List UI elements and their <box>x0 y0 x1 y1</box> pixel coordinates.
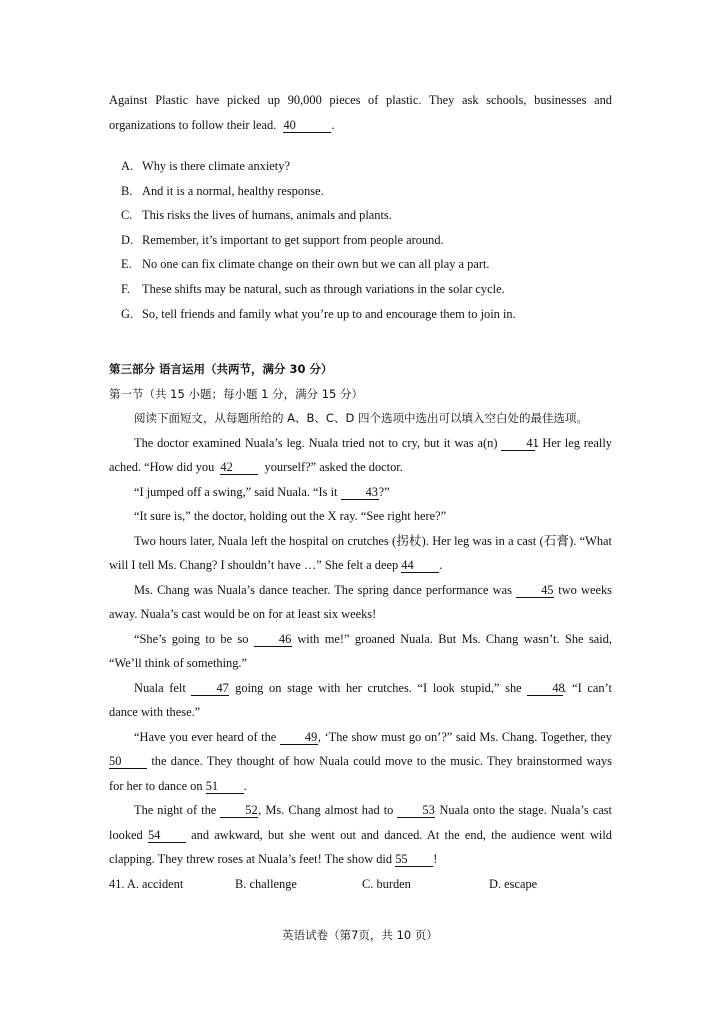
option-text: No one can fix climate change on their own but we can all play a part. <box>142 257 490 272</box>
option-text: And it is a normal, healthy response. <box>142 183 324 198</box>
passage-text: . “I can’t <box>563 680 612 695</box>
section-title: 第三部分 语言运用（共两节，满分 30 分） <box>109 362 333 377</box>
passage-text: two weeks <box>558 582 612 597</box>
option-text: This risks the lives of humans, animals and plants. <box>142 208 392 223</box>
choice-d[interactable]: D. escape <box>489 876 538 891</box>
passage-line <box>109 749 612 774</box>
passage-text: . <box>243 778 247 793</box>
passage-text: ?” <box>378 484 390 499</box>
choice-c[interactable]: C. burden <box>362 876 411 891</box>
passage-line <box>109 847 612 872</box>
page-footer: 英语试卷（第7页，共 10 页） <box>282 928 438 942</box>
option-f <box>121 277 612 302</box>
option-e <box>121 252 612 277</box>
passage-line <box>109 823 612 848</box>
choice-b[interactable]: B. challenge <box>235 876 297 891</box>
option-text: Remember, it’s important to get support from people around. <box>142 232 444 247</box>
cloze-passage <box>109 431 612 872</box>
passage-text: Ms. Chang was Nuala’s dance teacher. The spring dance performance was <box>134 582 512 597</box>
blank-41[interactable]: 41 <box>501 436 535 451</box>
passage-text: Nuala onto the stage. Nuala’s cast <box>439 803 612 818</box>
blank-43[interactable]: 43 <box>341 485 379 500</box>
option-text: These shifts may be natural, such as through variations in the solar cycle. <box>142 281 505 296</box>
blank-53[interactable]: 53 <box>397 803 435 818</box>
blank-55[interactable]: 55 <box>395 852 433 867</box>
passage-text: will I tell Ms. Chang? I shouldn’t have …” She felt a deep <box>109 558 399 573</box>
passage-line <box>109 431 612 456</box>
blank-52[interactable]: 52 <box>220 803 258 818</box>
option-text: So, tell friends and family what you’re up to and encourage them to join in. <box>142 306 516 321</box>
passage-text: for her to dance on <box>109 778 203 793</box>
passage-text: ! <box>433 852 438 867</box>
passage-text: clapping. They threw roses at Nuala’s feet! The show did <box>109 852 393 867</box>
passage-text: , ‘The show must go on’?” said Ms. Chang. Together, they <box>317 729 612 744</box>
blank-48[interactable]: 48 <box>527 681 563 696</box>
section-subtitle: 第一节（共 15 小题；每小题 1 分，满分 15 分） <box>109 387 364 402</box>
passage-line <box>109 725 612 750</box>
blank-49[interactable]: 49 <box>280 730 318 745</box>
blank-47[interactable]: 47 <box>191 681 229 696</box>
passage-line <box>109 798 612 823</box>
passage-text: . Her leg really <box>535 435 613 450</box>
option-a <box>121 154 612 179</box>
passage-text: The night of the <box>134 803 217 818</box>
passage-text: looked <box>109 827 143 842</box>
blank-44[interactable]: 44 <box>401 558 439 573</box>
passage-line <box>109 676 612 701</box>
passage-line: dance with these.” <box>109 705 201 720</box>
passage-text: with me!” groaned Nuala. But Ms. Chang wasn’t. She said, <box>297 631 612 646</box>
blank-46[interactable]: 46 <box>254 632 292 647</box>
option-letter: D. <box>121 232 134 247</box>
passage-text: “Have you ever heard of the <box>134 729 277 744</box>
passage-text: “I jumped off a swing,” said Nuala. “Is it <box>134 484 338 499</box>
passage-text: ached. “How did you <box>109 460 215 475</box>
blank-54[interactable]: 54 <box>148 828 186 843</box>
option-letter: B. <box>121 183 133 198</box>
intro-line-2-text: organizations to follow their lead. <box>109 117 277 132</box>
blank-42[interactable]: 42 <box>220 460 258 475</box>
passage-text: . <box>439 558 443 573</box>
passage-text: and awkward, but she went out and danced. At the end, the audience went wild <box>191 827 612 842</box>
option-b <box>121 179 612 204</box>
page-body <box>109 88 612 896</box>
passage-text: “She’s going to be so <box>134 631 249 646</box>
passage-text: going on stage with her crutches. “I look stupid,” she <box>235 680 522 695</box>
option-letter: E. <box>121 257 132 272</box>
option-letter: C. <box>121 208 133 223</box>
blank-50[interactable]: 50 <box>109 754 147 769</box>
blank-45[interactable]: 45 <box>516 583 554 598</box>
passage-line: “It sure is,” the doctor, holding out the X ray. “See right here?” <box>134 509 447 524</box>
passage-text: , Ms. Chang almost had to <box>258 803 394 818</box>
passage-line <box>109 774 612 799</box>
option-d <box>121 228 612 253</box>
passage-text: yourself?” asked the doctor. <box>264 460 403 475</box>
passage-line: “We’ll think of something.” <box>109 656 248 671</box>
passage-line: Two hours later, Nuala left the hospital on crutches (拐杖). Her leg was in a cast (石膏). “What <box>134 533 612 548</box>
passage-line <box>109 480 612 505</box>
passage-line <box>109 578 612 603</box>
blank-51[interactable]: 51 <box>206 779 244 794</box>
passage-text: The doctor examined Nuala’s leg. Nuala tried not to cry, but it was a(n) <box>134 435 498 450</box>
passage-text: the dance. They thought of how Nuala could move to the music. They brainstormed ways <box>151 754 612 769</box>
passage-line <box>109 553 612 578</box>
option-letter: F. <box>121 281 130 296</box>
passage-line <box>109 627 612 652</box>
option-letter: G. <box>121 306 134 321</box>
intro-line-2: organizations to follow their lead. 40 . <box>109 117 335 132</box>
question-41-choices <box>109 872 612 896</box>
passage-line: away. Nuala’s cast would be on for at least six weeks! <box>109 607 377 622</box>
option-g <box>121 302 612 327</box>
blank-40[interactable]: 40 <box>283 118 331 133</box>
section-instruction: 阅读下面短文，从每题所给的 A、B、C、D 四个选项中选出可以填入空白处的最佳选项。 <box>134 411 588 426</box>
passage-line <box>109 455 612 480</box>
option-letter: A. <box>121 159 134 173</box>
passage-text: Nuala felt <box>134 680 186 695</box>
option-c <box>121 203 612 228</box>
options-list <box>109 154 612 326</box>
intro-line-1: Against Plastic have picked up 90,000 pieces of plastic. They ask schools, businesses and <box>109 93 612 107</box>
option-text: Why is there climate anxiety? <box>142 159 290 173</box>
choice-a[interactable]: 41. A. accident <box>109 876 184 891</box>
